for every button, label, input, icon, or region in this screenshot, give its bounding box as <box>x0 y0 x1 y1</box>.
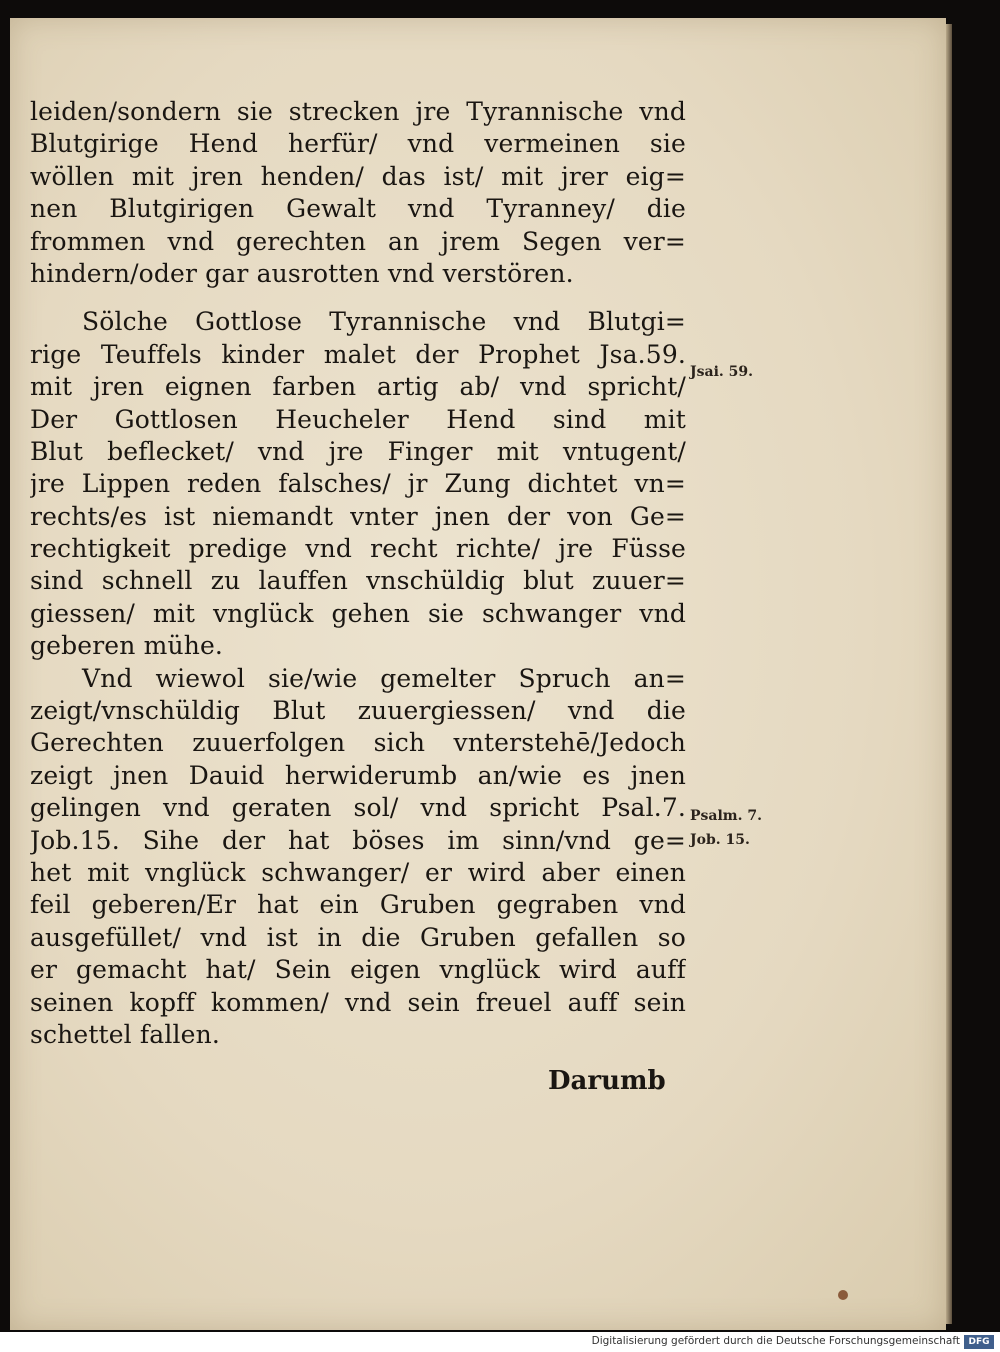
dfg-logo-icon: DFG <box>964 1335 994 1349</box>
text-line: rechts/es ist niemandt vnter jnen der von Ge= <box>30 501 686 531</box>
text-line: seinen kopff kommen/ vnd sein freuel auff sein <box>30 987 686 1017</box>
catchword: Darumb <box>548 1066 666 1096</box>
marginal-note-isaiah: Jsai. 59. <box>690 364 753 380</box>
text-line: ausgefüllet/ vnd ist in die Gruben gefallen so <box>30 922 686 952</box>
footer-credit: Digitalisierung gefördert durch die Deutsche Forschungsgemeinschaft <box>591 1335 960 1347</box>
text-line: feil geberen/Er hat ein Gruben gegraben vnd <box>30 890 686 920</box>
marginal-note-psalm: Psalm. 7. <box>690 808 762 824</box>
text-line: rige Teuffels kinder malet der Prophet Jsa.59. <box>30 339 686 369</box>
text-line: hindern/oder gar ausrotten vnd verstören. <box>30 258 574 288</box>
text-line: Sölche Gottlose Tyrannische vnd Blutgi= <box>82 307 686 337</box>
text-line: geberen mühe. <box>30 631 223 661</box>
text-line: leiden/sondern sie strecken jre Tyrannische vnd <box>30 97 686 126</box>
text-line: wöllen mit jren henden/ das ist/ mit jrer eig= <box>30 161 686 191</box>
text-line: het mit vnglück schwanger/ er wird aber einen <box>30 857 686 887</box>
text-line: sind schnell zu lauffen vnschüldig blut zuuer= <box>30 566 686 596</box>
text-line: Blutgirige Hend herfür/ vnd vermeinen sie <box>30 129 686 159</box>
page-edge <box>946 24 952 1324</box>
body-text <box>30 96 686 1051</box>
text-line: zeigt jnen Dauid herwiderumb an/wie es jnen <box>30 760 686 790</box>
text-line: schettel fallen. <box>30 1019 220 1049</box>
text-line: Gerechten zuuerfolgen sich vnterstehē/Jedoch <box>30 728 686 758</box>
text-line: nen Blutgirigen Gewalt vnd Tyranney/ die <box>30 194 686 224</box>
text-line: zeigt/vnschüldig Blut zuuergiessen/ vnd die <box>30 696 686 726</box>
text-line: jre Lippen reden falsches/ jr Zung dichtet vn= <box>30 469 686 499</box>
text-line: rechtigkeit predige vnd recht richte/ jre Füsse <box>30 534 686 564</box>
text-line: mit jren eignen farben artig ab/ vnd spricht/ <box>30 372 686 402</box>
footer-bar <box>0 1332 1000 1352</box>
text-line: Der Gottlosen Heucheler Hend sind mit <box>30 404 686 434</box>
text-line: Vnd wiewol sie/wie gemelter Spruch an= <box>82 663 686 693</box>
text-line: Blut beflecket/ vnd jre Finger mit vntugent/ <box>30 436 686 466</box>
text-line: frommen vnd gerechten an jrem Segen ver= <box>30 226 686 256</box>
text-line: er gemacht hat/ Sein eigen vnglück wird auff <box>30 955 686 985</box>
text-line: gelingen vnd geraten sol/ vnd spricht Psal.7. <box>30 793 686 823</box>
text-line: giessen/ mit vnglück gehen sie schwanger vnd <box>30 598 686 628</box>
ink-spot <box>838 1290 848 1300</box>
marginal-note-job: Job. 15. <box>690 832 750 848</box>
text-line: Job.15. Sihe der hat böses im sinn/vnd ge= <box>30 825 686 855</box>
